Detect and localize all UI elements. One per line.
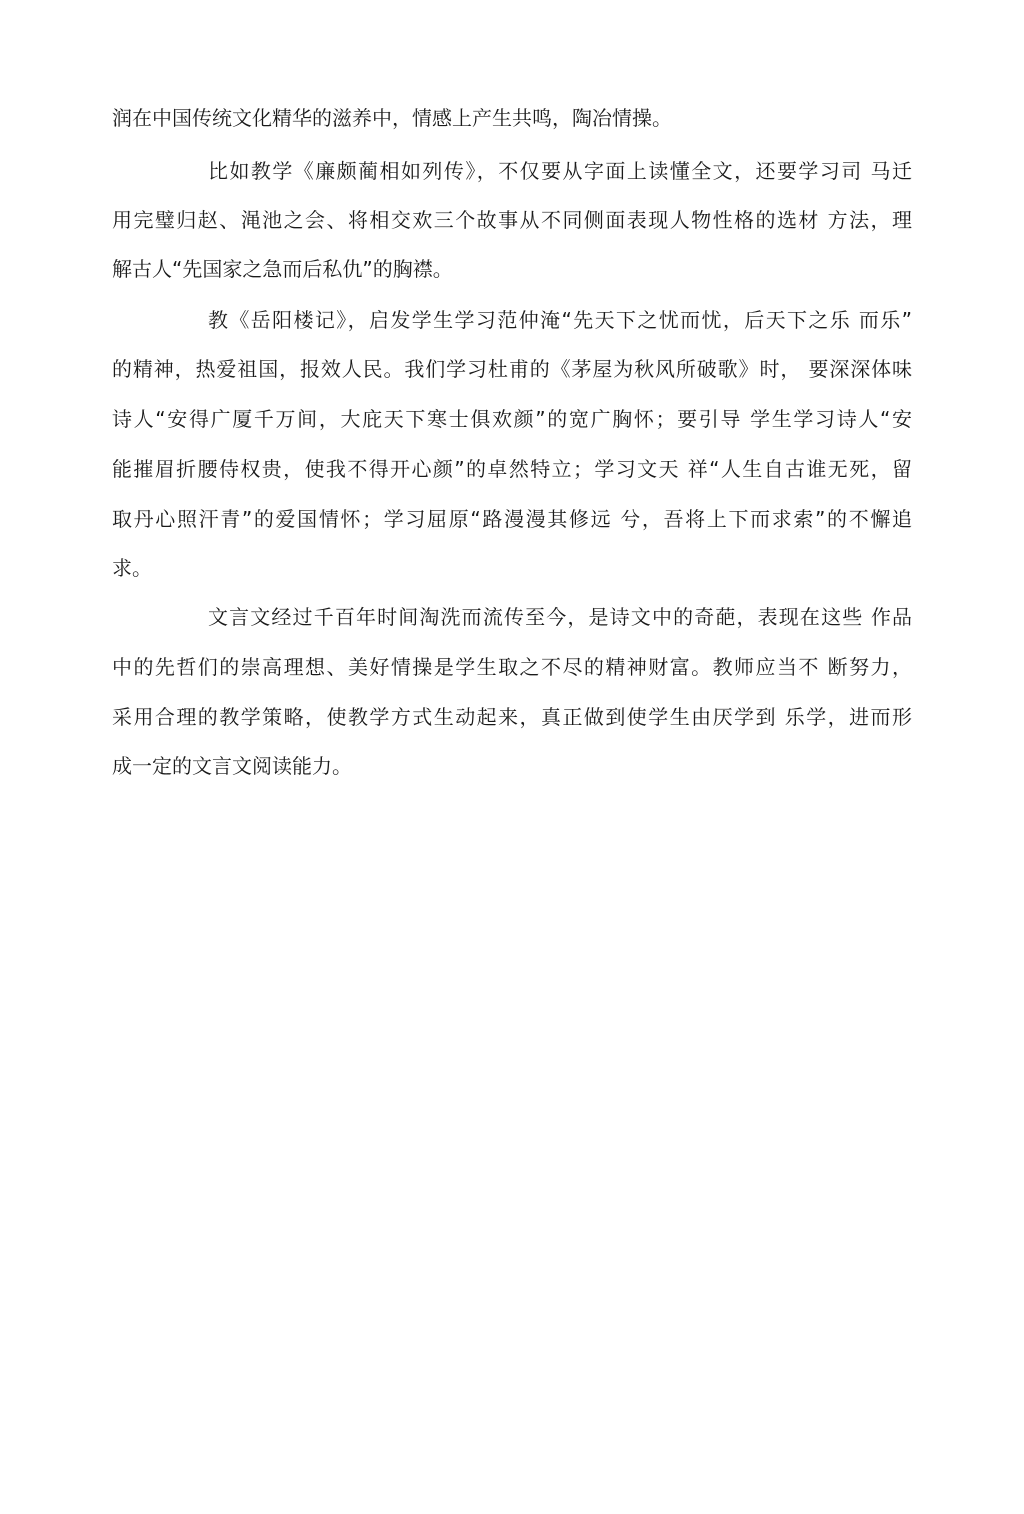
paragraph-3-line-3: 诗人“安得广厦千万间，大庇天下寒士俱欢颜”的宽广胸怀；要引导 学生学习诗人“安 xyxy=(112,407,912,431)
paragraph-3-line-6: 求。 xyxy=(112,556,152,580)
paragraph-3-line-4: 能摧眉折腰侍权贵，使我不得开心颜”的卓然特立；学习文天 祥“人生自古谁无死，留 xyxy=(112,457,912,481)
paragraph-3-line-2: 的精神，热爱祖国，报效人民。我们学习杜甫的《茅屋为秋风所破歌》时， 要深深体味 xyxy=(112,357,912,381)
paragraph-1-line-1: 润在中国传统文化精华的滋养中，情感上产生共鸣，陶冶情操。 xyxy=(112,106,672,130)
paragraph-4-line-4: 成一定的文言文阅读能力。 xyxy=(112,754,352,778)
paragraph-2-line-3: 解古人“先国家之急而后私仇”的胸襟。 xyxy=(112,257,453,281)
paragraph-4-line-2: 中的先哲们的崇高理想、美好情操是学生取之不尽的精神财富。教师应当不 断努力， xyxy=(112,655,912,679)
paragraph-4-line-3: 采用合理的教学策略，使教学方式生动起来，真正做到使学生由厌学到 乐学，进而形 xyxy=(112,705,912,729)
paragraph-2-line-1: 比如教学《廉颇蔺相如列传》，不仅要从字面上读懂全文，还要学习司 马迁 xyxy=(208,159,912,183)
paragraph-3-line-5: 取丹心照汗青”的爱国情怀；学习屈原“路漫漫其修远 兮，吾将上下而求索”的不懈追 xyxy=(112,507,912,531)
paragraph-2-line-2: 用完璧归赵、渑池之会、将相交欢三个故事从不同侧面表现人物性格的选材 方法，理 xyxy=(112,208,912,232)
paragraph-3-line-1: 教《岳阳楼记》，启发学生学习范仲淹“先天下之忧而忧，后天下之乐 而乐” xyxy=(208,308,912,332)
paragraph-4-line-1: 文言文经过千百年时间淘洗而流传至今，是诗文中的奇葩，表现在这些 作品 xyxy=(208,605,912,629)
